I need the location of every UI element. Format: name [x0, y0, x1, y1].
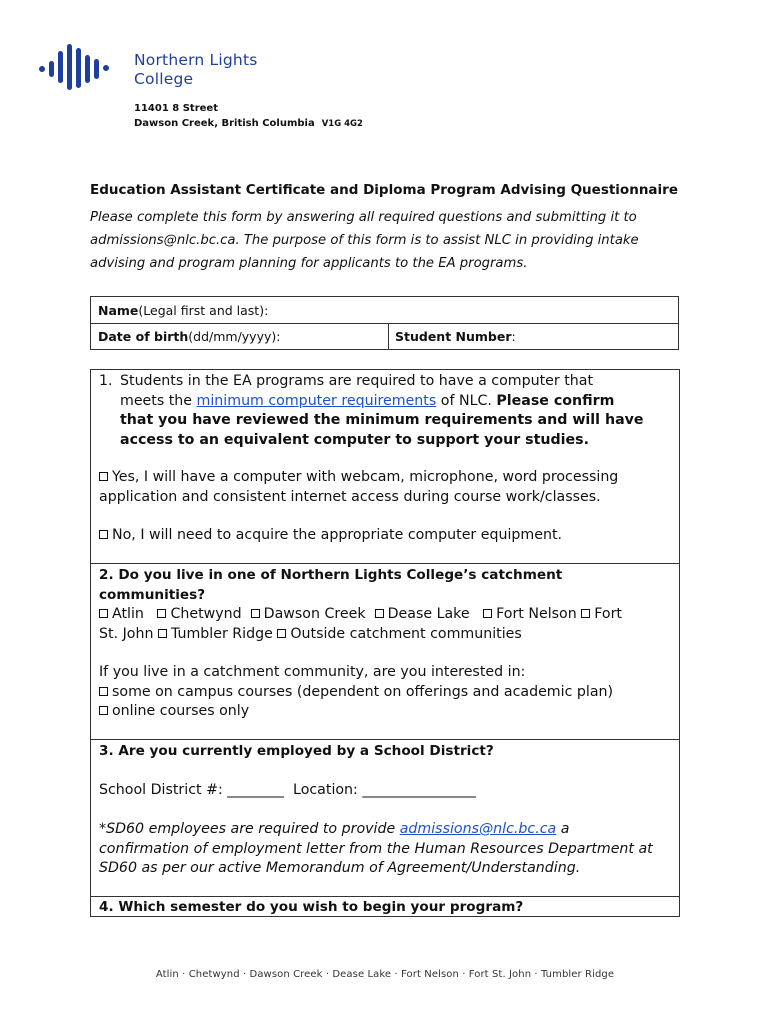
fort-nelson-checkbox[interactable]	[483, 609, 492, 618]
sd60-note: *SD60 employees are required to provide admissions@nlc.bc.ca a confirmation of employment letter from the Human Resources Department at SD60 as per our active Memorandum of Agreement/Understanding.	[99, 821, 653, 876]
name-label: Name	[98, 302, 139, 318]
name-row[interactable]	[91, 297, 678, 323]
minimum-requirements-link[interactable]: minimum computer requirements	[196, 392, 437, 409]
intro-line-1: Please complete this form by answering all required questions and submitting it to	[90, 210, 637, 225]
outside-catchment-checkbox[interactable]	[277, 629, 286, 638]
interest-options: If you live in a catchment community, are you interested in: some on campus courses (dependent on offerings and academic plan) online courses only	[99, 663, 669, 722]
college-name-line1: Northern Lights	[134, 51, 258, 69]
community-options: Atlin Chetwynd Dawson Creek Dease Lake Fort Nelson Fort St. John Tumbler Ridge Outside catchment communities	[99, 606, 622, 642]
intro-paragraph	[90, 206, 690, 275]
applicant-info-table	[90, 296, 679, 350]
dease-lake-checkbox[interactable]	[375, 609, 384, 618]
college-address	[134, 101, 363, 132]
yes-checkbox[interactable]	[99, 472, 108, 481]
q1-number: 1.	[99, 373, 113, 389]
campus-footer: Atlin · Chetwynd · Dawson Creek · Dease Lake · Fort Nelson · Fort St. John · Tumbler Ridge	[155, 969, 615, 980]
online-courses-checkbox[interactable]	[99, 706, 108, 715]
atlin-checkbox[interactable]	[99, 609, 108, 618]
question-4-heading: 4. Which semester do you wish to begin your program?	[99, 899, 524, 915]
student-number-field[interactable]	[388, 324, 678, 349]
address-street: 11401 8 Street	[134, 103, 218, 114]
document-title: Education Assistant Certificate and Diploma Program Advising Questionnaire	[90, 182, 678, 198]
campus-courses-checkbox[interactable]	[99, 687, 108, 696]
q1-bold-line-1: that you have reviewed the minimum requirements and will have	[120, 412, 644, 428]
student-number-colon: :	[511, 329, 516, 344]
dawson-creek-checkbox[interactable]	[251, 609, 260, 618]
dob-hint: (dd/mm/yyyy):	[188, 329, 281, 344]
q1-bold-line-2: access to an equivalent computer to support your studies.	[120, 431, 589, 448]
dob-label: Date of birth	[98, 329, 189, 344]
address-city: Dawson Creek, British Columbia	[134, 118, 315, 129]
q1-option-no[interactable]: No, I will need to acquire the appropriate computer equipment.	[99, 526, 669, 546]
school-district-label[interactable]: School District #: ________	[99, 782, 285, 798]
tumbler-ridge-checkbox[interactable]	[158, 629, 167, 638]
question-1	[99, 372, 669, 450]
fort-st-john-checkbox[interactable]	[581, 609, 590, 618]
question-2-heading: 2. Do you live in one of Northern Lights College’s catchment communities?	[99, 567, 563, 603]
dob-field[interactable]	[91, 324, 388, 349]
questions-table	[90, 369, 680, 917]
intro-line-2: admissions@nlc.bc.ca. The purpose of this form is to assist NLC in providing intake	[90, 233, 639, 248]
student-number-label: Student Number	[395, 329, 512, 344]
chetwynd-checkbox[interactable]	[157, 609, 166, 618]
question-3-heading: 3. Are you currently employed by a School District?	[99, 743, 494, 759]
name-hint: (Legal first and last):	[138, 302, 269, 318]
q1-text-line-1: Students in the EA programs are required to have a computer that	[120, 373, 594, 389]
intro-line-3: advising and program planning for applicants to the EA programs.	[90, 256, 528, 271]
school-district-fields[interactable]	[99, 781, 669, 801]
sound-wave-logo-icon	[38, 42, 120, 92]
college-name-line2: College	[134, 70, 194, 88]
interest-prompt: If you live in a catchment community, are you interested in:	[99, 664, 526, 680]
admissions-email-link[interactable]: admissions@nlc.bc.ca	[399, 821, 557, 837]
address-postal-code: V1G 4G2	[321, 119, 363, 129]
no-checkbox[interactable]	[99, 530, 108, 539]
location-label[interactable]: Location: ________________	[293, 782, 476, 798]
q1-option-yes[interactable]: Yes, I will have a computer with webcam, microphone, word processing application and consistent internet access during course work/classes.	[99, 469, 619, 505]
dob-row	[91, 323, 678, 349]
q1-text-line-2: meets the minimum computer requirements of NLC. Please confirm	[120, 392, 615, 409]
college-name	[134, 51, 258, 89]
